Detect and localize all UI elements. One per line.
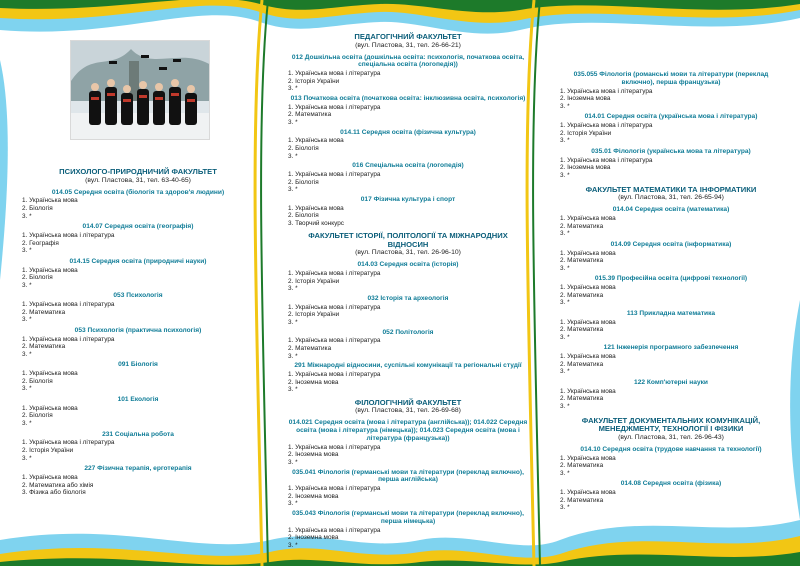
specialty-title: 014.01 Середня освіта (українська мова і література): [584, 113, 758, 121]
faculty-header: [560, 417, 782, 442]
subject-item: 3. *: [22, 212, 32, 220]
subject-item: 3. *: [560, 171, 570, 179]
specialty-block: [560, 113, 782, 145]
specialty-block: [22, 431, 254, 463]
faculty-title: ПСИХОЛОГО-ПРИРОДНИЧИЙ ФАКУЛЬТЕТ: [59, 167, 217, 176]
specialty-block: [288, 419, 528, 466]
faculty-title: ФІЛОЛОГІЧНИЙ ФАКУЛЬТЕТ: [354, 397, 462, 407]
subject-item: 3. *: [288, 458, 298, 466]
faculty-address: (вул. Пластова, 31, тел. 26-65-94): [618, 194, 724, 202]
subject-item: 1. Українська мова: [560, 387, 616, 395]
subject-item: 1. Українська мова і література: [560, 122, 653, 130]
subject-item: 1. Українська мова: [560, 284, 616, 292]
specialty-title: 035.01 Філологія (українська мова та література): [591, 147, 751, 155]
subject-item: 3. *: [288, 118, 298, 126]
specialty-block: [560, 241, 782, 273]
faculty-address: (вул. Пластова, 31, тел. 26-96-10): [355, 249, 461, 257]
subject-item: 1. Українська мова: [560, 353, 616, 361]
specialty-title: 052 Політологія: [382, 328, 434, 336]
faculty-address: (вул. Пластова, 31, тел. 26-69-68): [355, 407, 461, 415]
subject-item: 3. *: [560, 264, 570, 272]
subject-item: 2. Історія України: [560, 129, 612, 137]
subject-item: 2. Історія України: [288, 311, 340, 319]
panel-middle: [288, 33, 528, 549]
specialty-title: 053 Психологія (практична психологія): [74, 326, 202, 334]
subject-item: 1. Українська мова: [560, 249, 616, 257]
specialty-title: 053 Психологія: [113, 292, 163, 300]
subject-item: 2. Історія України: [288, 77, 340, 85]
specialty-block: [288, 295, 528, 327]
graduates-photo: [70, 40, 210, 140]
subject-item: 3. *: [22, 247, 32, 255]
specialty-block: [22, 189, 254, 221]
specialty-title: 291 Міжнародні відносини, суспільні комунікації та регіональні студії: [294, 362, 522, 370]
specialty-title: 014.15 Середня освіта (природничі науки): [69, 257, 207, 265]
specialty-title: 014.03 Середня освіта (історія): [357, 261, 459, 269]
subject-item: 3. *: [288, 319, 298, 327]
specialty-block: [22, 223, 254, 255]
specialty-block: [288, 329, 528, 361]
subject-item: 1. Українська мова і література: [22, 231, 115, 239]
subject-item: 2. Біологія: [22, 377, 53, 385]
subject-item: 1. Українська мова: [288, 137, 344, 145]
specialty-block: [288, 362, 528, 394]
subject-item: 2. Математика: [288, 111, 332, 119]
specialty-block: [22, 361, 254, 393]
specialty-block: [560, 275, 782, 307]
subject-item: 2. Математика: [560, 222, 604, 230]
subject-item: 1. Українська мова: [560, 318, 616, 326]
subject-item: 2. Іноземна мова: [560, 164, 611, 172]
faculty-address: (вул. Пластова, 31, тел. 26-96-43): [618, 433, 724, 441]
specialty-block: [560, 148, 782, 180]
specialty-block: [288, 261, 528, 293]
subject-item: 2. Біологія: [288, 144, 319, 152]
specialty-title: 101 Екологія: [117, 396, 159, 404]
faculty-header: [560, 186, 782, 203]
specialty-title: 121 Інженерія програмного забезпечення: [603, 344, 739, 352]
specialty-block: [288, 95, 528, 127]
subject-item: 2. Математика: [288, 345, 332, 353]
faculty-header: [288, 399, 528, 416]
subject-item: 2. Математика: [560, 496, 604, 504]
subject-item: 2. Математика: [560, 462, 604, 470]
subject-item: 2. Географія: [22, 239, 59, 247]
subject-item: 1. Українська мова і література: [288, 270, 381, 278]
subject-item: 1. Українська мова: [22, 370, 78, 378]
subject-item: 2. Іноземна мова: [560, 95, 611, 103]
subject-item: 3. *: [560, 504, 570, 512]
subject-item: 3. *: [560, 137, 570, 145]
specialty-title: 113 Прикладна математика: [626, 309, 716, 317]
subject-item: 3. *: [288, 285, 298, 293]
specialty-title: 035.055 Філологія (романські мови та літератури (переклад включно), перша французька): [573, 71, 769, 86]
subject-item: 3. *: [560, 102, 570, 110]
specialty-block: [560, 344, 782, 376]
subject-item: 3. *: [560, 403, 570, 410]
specialty-block: [288, 129, 528, 161]
subject-item: 1. Українська мова і література: [288, 70, 381, 78]
subject-item: 2. Математика: [560, 326, 604, 334]
subject-item: 1. Українська мова: [288, 204, 344, 212]
specialty-title: 014.07 Середня освіта (географія): [82, 223, 194, 231]
specialty-title: 122 Комп'ютерні науки: [634, 379, 708, 387]
specialty-title: 014.08 Середня освіта (фізика): [620, 480, 722, 488]
specialty-block: [22, 396, 254, 428]
subject-item: 2. Математика: [22, 343, 66, 351]
subject-item: 3. *: [22, 350, 32, 358]
subject-item: 3. Фізика або біологія: [22, 489, 86, 497]
subject-item: 3. *: [560, 333, 570, 341]
subject-item: 1. Українська мова і література: [560, 156, 653, 164]
subject-item: 2. Іноземна мова: [288, 451, 339, 459]
subject-item: 2. Математика або хімія: [22, 481, 94, 489]
subject-item: 2. Біологія: [288, 178, 319, 186]
specialty-title: 035.043 Філологія (германські мови та літератури (переклад включно), перша німецька): [292, 509, 524, 525]
subject-item: 3. *: [22, 454, 32, 462]
specialty-title: 016 Спеціальна освіта (логопедія): [352, 162, 464, 170]
subject-item: 1. Українська мова і література: [288, 170, 381, 178]
subject-item: 3. *: [560, 230, 570, 238]
subject-item: 2. Біологія: [22, 204, 53, 212]
subject-item: 3. *: [560, 368, 570, 376]
specialty-title: 231 Соціальна робота: [102, 430, 174, 438]
subject-item: 1. Українська мова і література: [22, 301, 115, 309]
faculty-header: [288, 33, 528, 50]
subject-item: 1. Українська мова і література: [288, 103, 381, 111]
subject-item: 3. *: [22, 420, 32, 428]
specialty-block: [288, 510, 528, 549]
panel-right: [560, 68, 782, 512]
specialty-block: [22, 465, 254, 497]
specialty-block: [22, 327, 254, 359]
subject-item: 1. Українська мова: [22, 474, 78, 482]
specialty-title: 014.11 Середня освіта (фізична культура): [340, 128, 476, 136]
subject-item: 3. *: [288, 85, 298, 93]
subject-item: 3. *: [288, 152, 298, 160]
subject-item: 2. Іноземна мова: [288, 492, 339, 500]
faculty-address: (вул. Пластова, 31, тел. 26-66-21): [355, 41, 461, 49]
specialty-title: 014.09 Середня освіта (інформатика): [610, 240, 732, 248]
subject-item: 1. Українська мова: [22, 404, 78, 412]
subject-item: 3. *: [22, 385, 32, 393]
specialty-block: [560, 71, 782, 110]
subject-item: 2. Історія України: [288, 277, 340, 285]
specialty-title: 017 Фізична культура і спорт: [360, 195, 456, 203]
subject-item: 1. Українська мова і література: [288, 371, 381, 378]
subject-item: 1. Українська мова і література: [288, 526, 381, 534]
subject-item: 3. *: [288, 352, 298, 360]
subject-item: 1. Українська мова і література: [288, 303, 381, 311]
subject-item: 3. *: [288, 500, 298, 508]
specialty-title: 035.041 Філологія (германські мови та літератури (переклад включно), перша англійська): [292, 468, 524, 484]
specialty-title: 012 Дошкільна освіта (дошкільна освіта: психологія, початкова освіта, спеціальна освіта (логопедія)): [291, 53, 525, 69]
subject-item: 1. Українська мова і література: [22, 439, 115, 447]
subject-item: 2. Біологія: [22, 274, 53, 282]
specialty-block: [288, 162, 528, 194]
specialty-block: [560, 480, 782, 512]
specialty-block: [560, 310, 782, 342]
subject-item: 1. Українська мова і література: [288, 443, 381, 451]
specialty-block: [560, 446, 782, 478]
subject-item: 3. *: [22, 316, 32, 324]
subject-item: 1. Українська мова і література: [288, 485, 381, 493]
subject-item: 2. Історія України: [22, 447, 74, 455]
subject-item: 1. Українська мова: [560, 214, 616, 222]
subject-item: 1. Українська мова: [22, 266, 78, 274]
subject-item: 2. Математика: [560, 257, 604, 265]
specialty-block: [560, 206, 782, 238]
subject-item: 2. Іноземна мова: [288, 378, 339, 386]
specialty-block: [288, 469, 528, 508]
specialty-title: 014.05 Середня освіта (біологія та здоров'я людини): [51, 188, 225, 196]
specialty-block: [22, 292, 254, 324]
subject-item: 2. Математика: [560, 360, 604, 368]
specialty-title: 227 Фізична терапія, ерготерапія: [84, 465, 192, 473]
panel-left: [22, 168, 254, 497]
subject-item: 2. Математика: [560, 395, 604, 403]
subject-item: 3. Творчий конкурс: [288, 219, 344, 227]
faculty-address: (вул. Пластова, 31, тел. 63-40-65): [85, 176, 191, 184]
subject-item: 1. Українська мова і література: [560, 87, 653, 95]
faculty-title: ФАКУЛЬТЕТ ІСТОРІЇ, ПОЛІТОЛОГІЇ ТА МІЖНАРОДНИХ ВІДНОСИН: [308, 231, 508, 249]
subject-item: 2. Біологія: [22, 412, 53, 420]
subject-item: 3. *: [288, 541, 298, 549]
subject-item: 3. *: [288, 186, 298, 194]
specialty-title: 013 Початкова освіта (початкова освіта: інклюзивна освіта, психологія): [290, 94, 526, 102]
specialty-block: [22, 258, 254, 290]
specialty-title: 091 Біологія: [118, 361, 158, 369]
subject-item: 1. Українська мова і література: [22, 335, 115, 343]
faculty-header: [22, 168, 254, 185]
subject-item: 2. Математика: [560, 291, 604, 299]
subject-item: 3. *: [560, 469, 570, 477]
specialty-title: 014.021 Середня освіта (мова і література (англійська)); 014.022 Середня освіта (мова і література (німецька)); 014.023 Середня освіта (мова і література (французька)): [288, 419, 528, 442]
specialty-title: 014.10 Середня освіта (трудове навчання та технології): [580, 445, 762, 453]
specialty-title: 014.04 Середня освіта (математика): [612, 206, 730, 214]
faculty-title: ФАКУЛЬТЕТ МАТЕМАТИКИ ТА ІНФОРМАТИКИ: [585, 184, 757, 194]
specialty-title: 032 Історія та археологія: [367, 295, 449, 303]
subject-item: 2. Математика: [22, 308, 66, 316]
faculty-header: [288, 232, 528, 257]
faculty-title: ПЕДАГОГІЧНИЙ ФАКУЛЬТЕТ: [354, 32, 462, 41]
subject-item: 3. *: [560, 299, 570, 307]
subject-item: 1. Українська мова і література: [288, 337, 381, 345]
specialty-list: [22, 189, 254, 497]
subject-item: 2. Іноземна мова: [288, 534, 339, 542]
subject-item: 1. Українська мова: [560, 454, 616, 462]
specialty-block: [288, 196, 528, 228]
subject-item: 3. *: [288, 386, 298, 394]
subject-item: 3. *: [22, 281, 32, 289]
specialty-block: [560, 379, 782, 411]
faculty-title: ФАКУЛЬТЕТ ДОКУМЕНТАЛЬНИХ КОМУНІКАЦІЙ, МЕНЕДЖМЕНТУ, ТЕХНОЛОГІЇ І ФІЗИКИ: [581, 415, 761, 434]
subject-item: 2. Біологія: [288, 212, 319, 220]
specialty-block: [288, 54, 528, 93]
subject-item: 1. Українська мова: [560, 489, 616, 497]
subject-item: 1. Українська мова: [22, 197, 78, 205]
specialty-title: 015.39 Професійна освіта (цифрові технології): [594, 275, 748, 283]
